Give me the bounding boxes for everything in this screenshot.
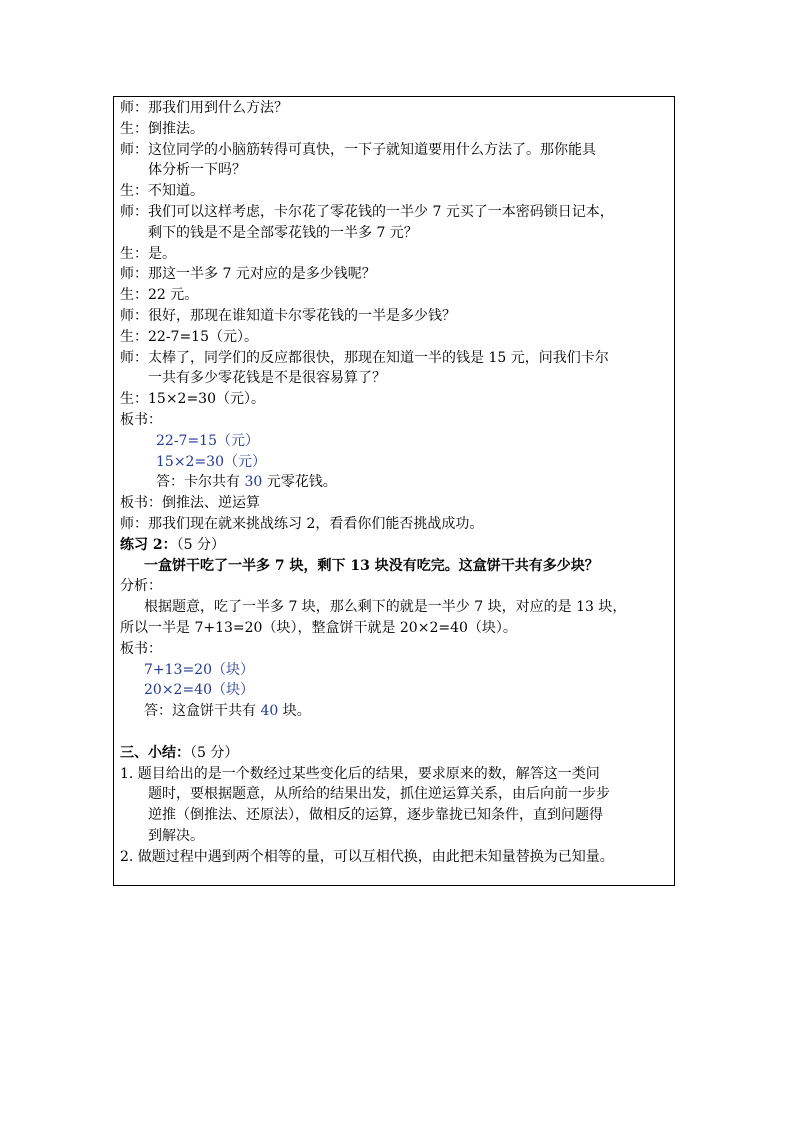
dialogue-line: 师：很好，那现在谁知道卡尔零花钱的一半是多少钱？ (120, 307, 456, 324)
summary-item: 1. 题目给出的是一个数经过某些变化后的结果，要求原来的数，解答这一类问 (120, 765, 600, 782)
dialogue-line: 生：不知道。 (120, 183, 204, 200)
summary-heading (120, 743, 672, 764)
dialogue-line: 师：那我们用到什么方法？ (120, 100, 288, 116)
board-answer (120, 472, 672, 493)
dialogue-line: 师：太棒了，同学们的反应都很快，那现在知道一半的钱是 15 元，问我们卡尔 (120, 349, 609, 366)
analysis-text: 根据题意，吃了一半多 7 块，那么剩下的就是一半少 7 块，对应的是 13 块， (144, 599, 627, 616)
summary-item: 2. 做题过程中遇到两个相等的量，可以互相代换，由此把未知量替换为已知量。 (120, 848, 614, 865)
answer-number: 40 (260, 703, 279, 720)
lesson-content (120, 98, 672, 867)
summary-item-continuation: 逆推（倒推法、还原法），做相反的运算，逐步靠拢已知条件，直到问题得 (148, 807, 603, 824)
dialogue-continuation: 一共有多少零花钱是不是很容易算了？ (148, 370, 386, 387)
dialogue-line: 生：22-7=15（元）。 (120, 328, 258, 345)
answer-prefix: 答：卡尔共有 (156, 474, 245, 491)
exercise-score: （5 分） (176, 536, 225, 553)
dialogue-line: 师：这位同学的小脑筋转得可真快，一下子就知道要用什么方法了。那你能具 (120, 141, 596, 158)
analysis-text: 所以一半是 7+13=20（块），整盒饼干就是 20×2=40（块）。 (120, 619, 517, 636)
answer-suffix: 元零花钱。 (262, 474, 337, 491)
summary-item-continuation: 题时，要根据题意，从所给的结果出发，抓住逆运算关系，由后向前一步步 (148, 786, 610, 803)
dialogue-line: 生：15×2=30（元）。 (120, 391, 265, 408)
lesson-table-cell (113, 96, 675, 886)
summary-score: （5 分） (190, 744, 239, 761)
summary-item-continuation: 到解决。 (148, 827, 204, 844)
board-equation: 15×2=30（元） (156, 453, 266, 470)
exercise-title: 练习 2： (120, 536, 177, 553)
dialogue-line: 师：那这一半多 7 元对应的是多少钱呢？ (120, 266, 376, 283)
board-equation: 22-7=15（元） (156, 432, 259, 449)
dialogue-continuation: 剩下的钱是不是全部零花钱的一半多 7 元？ (148, 224, 418, 241)
dialogue-line: 生：倒推法。 (120, 120, 204, 137)
teacher-challenge: 师：那我们现在就来挑战练习 2，看看你们能否挑战成功。 (120, 515, 484, 532)
answer-number: 30 (244, 474, 263, 491)
board-method: 板书：倒推法、逆运算 (120, 495, 260, 512)
dialogue-continuation: 体分析一下吗？ (148, 162, 246, 179)
analysis-label: 分析： (120, 578, 162, 595)
exercise-question: 一盒饼干吃了一半多 7 块，剩下 13 块没有吃完。这盒饼干共有多少块？ (144, 557, 599, 574)
answer-prefix: 答：这盒饼干共有 (144, 703, 261, 720)
board-equation: 7+13=20（块） (144, 661, 254, 678)
board-label: 板书： (120, 411, 162, 428)
summary-title: 三、小结： (120, 744, 190, 761)
exercise-heading (120, 535, 672, 556)
answer-suffix: 块。 (278, 703, 311, 720)
board-label: 板书： (120, 640, 162, 657)
dialogue-line: 生：22 元。 (120, 287, 199, 304)
dialogue-line: 生：是。 (120, 245, 176, 262)
board-equation: 20×2=40（块） (144, 682, 254, 699)
board-answer (120, 701, 672, 722)
dialogue-line: 师：我们可以这样考虑，卡尔花了零花钱的一半少 7 元买了一本密码锁日记本， (120, 203, 614, 220)
spacer (120, 722, 672, 743)
